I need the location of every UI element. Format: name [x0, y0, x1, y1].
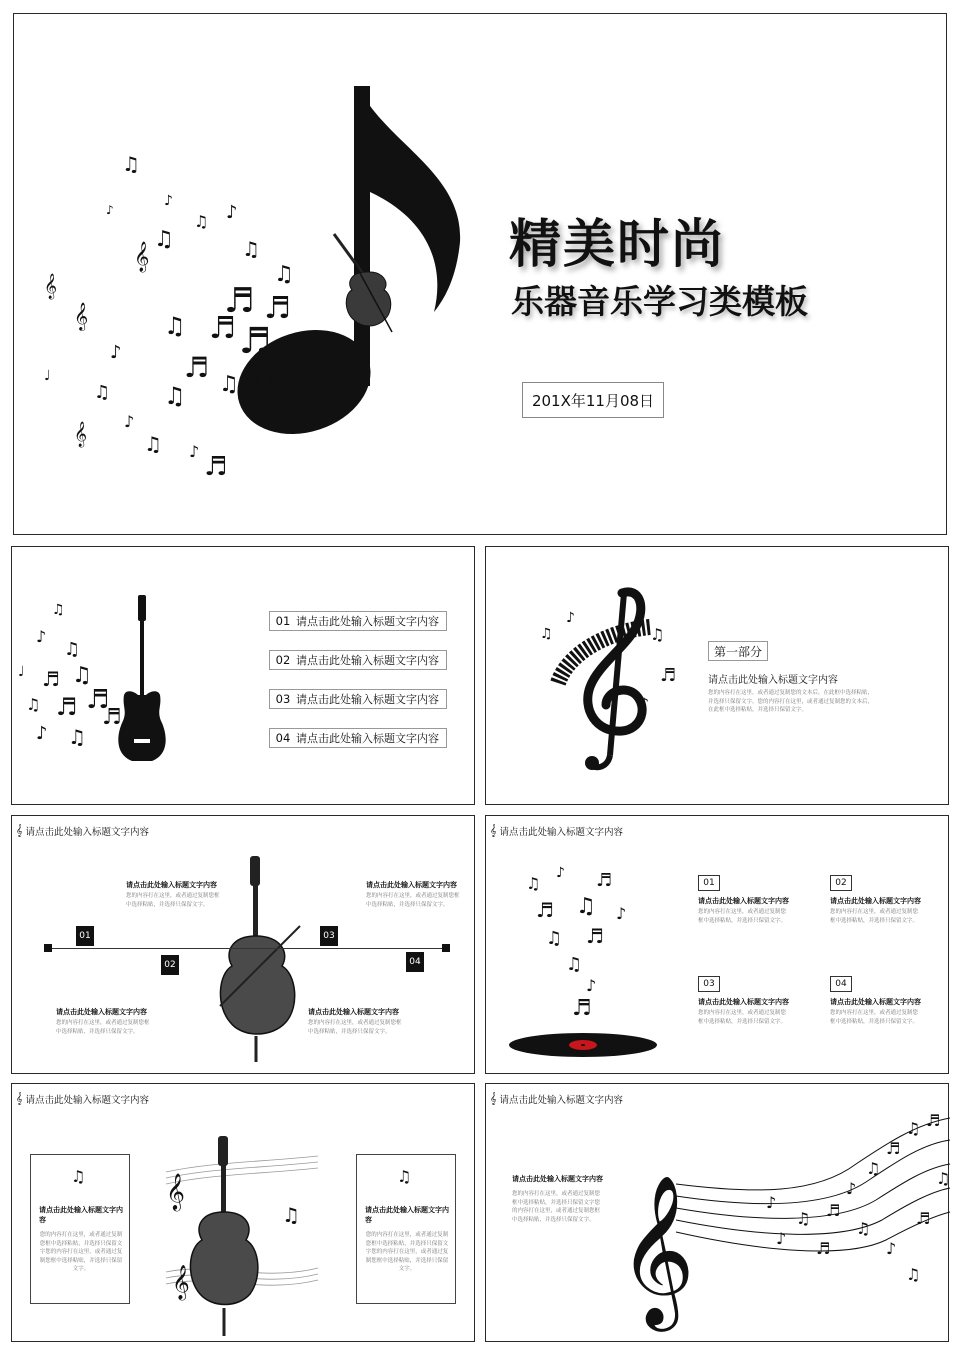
timeline-number-box: 01 — [76, 926, 94, 946]
guitar-icon — [112, 591, 172, 771]
grid-number-box: 02 — [830, 875, 852, 891]
toc-item-label: 请点击此处输入标题文字内容 — [296, 654, 439, 667]
section-heading: 请点击此处输入标题文字内容 — [708, 675, 838, 686]
section-body: 您的内容打在这里，或者通过复制您的文本后，在此框中选择粘贴，并选择只保留文字。您的内容打在这里，或者通过复制您的文本后，在此框中选择粘贴，并选择只保留文字。 — [708, 690, 874, 714]
treble-clef-small-icon: 𝄞 — [16, 824, 23, 837]
grid-item-title: 请点击此处输入标题文字内容 — [698, 897, 789, 905]
treble-clef-small-icon: 𝄞 — [490, 1092, 497, 1105]
grid-item-body: 您的内容打在这里，或者通过复制您框中选择粘贴，并选择只保留文字。 — [698, 909, 787, 924]
record-slide — [485, 815, 949, 1074]
record-notes-icon: ♫ ♪ ♬ ♬ ♫ ♪ ♫ ♬ ♫ ♪ ♬ — [526, 865, 627, 1021]
info-card — [30, 1154, 130, 1304]
staff-title: 请点击此处输入标题文字内容 — [512, 1175, 603, 1183]
svg-text:♫: ♫ — [856, 1219, 871, 1238]
toc-item[interactable] — [269, 611, 447, 631]
staff-slide — [485, 1083, 949, 1342]
slide-header — [16, 824, 149, 838]
grid-item-body: 您的内容打在这里，或者通过复制您框中选择粘贴，并选择只保留文字。 — [830, 1010, 919, 1025]
cover-slide — [13, 13, 947, 535]
timeline-number-box: 02 — [161, 955, 179, 975]
svg-text:𝄞: 𝄞 — [166, 1172, 185, 1210]
slide-header-text: 请点击此处输入标题文字内容 — [25, 827, 150, 838]
section-label: 第一部分 — [708, 641, 768, 661]
grid-item-body: 您的内容打在这里，或者通过复制您框中选择粘贴，并选择只保留文字。 — [698, 1010, 787, 1025]
timeline-slide — [11, 815, 475, 1074]
svg-text:♪: ♪ — [766, 1193, 777, 1212]
svg-text:𝄞: 𝄞 — [618, 1173, 695, 1325]
card-body: 您的内容打在这里，或者通过复制您框中选择粘贴，并选择只保留文字您的内容打在这里，或者通过复制您框中选择粘贴，并选择只保留文字。 — [39, 1232, 123, 1273]
timeline-end-right — [442, 944, 450, 952]
svg-text:♫: ♫ — [936, 1169, 951, 1188]
timeline-item-body: 您的内容打在这里，或者通过复制您框中选择粘贴，并选择只保留文字。 — [308, 1020, 402, 1035]
timeline-item-title: 请点击此处输入标题文字内容 — [56, 1008, 147, 1016]
violin-icon — [332, 232, 402, 342]
svg-text:♪: ♪ — [846, 1179, 857, 1198]
slide-header — [490, 1092, 623, 1106]
toc-item-number: 02 — [275, 653, 291, 667]
grid-number-box: 01 — [698, 875, 720, 891]
svg-text:♬: ♬ — [886, 1139, 901, 1158]
grid-number-box: 04 — [830, 976, 852, 992]
toc-item-label: 请点击此处输入标题文字内容 — [296, 693, 439, 706]
cover-date: 201X年11月08日 — [522, 382, 664, 418]
card-body: 您的内容打在这里，或者通过复制您框中选择粘贴，并选择只保留文字您的内容打在这里，或者通过复制您框中选择粘贴，并选择只保留文字。 — [365, 1232, 449, 1273]
vinyl-record-icon — [508, 1032, 658, 1058]
toc-slide — [11, 546, 475, 805]
slide-header — [490, 824, 623, 838]
treble-clef-small-icon: 𝄞 — [490, 824, 497, 837]
toc-item[interactable] — [269, 728, 447, 748]
timeline-item-title: 请点击此处输入标题文字内容 — [308, 1008, 399, 1016]
svg-text:♫: ♫ — [282, 1203, 300, 1227]
svg-text:♪: ♪ — [776, 1229, 787, 1248]
cover-subtitle: 乐器音乐学习类模板 — [511, 282, 808, 321]
timeline-item-title: 请点击此处输入标题文字内容 — [366, 881, 457, 889]
card-title: 请点击此处输入标题文字内容 — [365, 1206, 449, 1224]
cards-slide — [11, 1083, 475, 1342]
section-scattered-notes-icon: ♫ ♪ ♫ ♬ ♪ — [540, 610, 677, 712]
svg-text:♫: ♫ — [796, 1209, 811, 1228]
slide-header-text: 请点击此处输入标题文字内容 — [499, 1095, 624, 1106]
violin-icon — [210, 856, 310, 1066]
slide-header-text: 请点击此处输入标题文字内容 — [499, 827, 624, 838]
treble-clef-small-icon: 𝄞 — [16, 1092, 23, 1105]
svg-text:♬: ♬ — [926, 1111, 941, 1130]
svg-text:♬: ♬ — [816, 1239, 831, 1258]
music-note-icon: ♫ — [71, 1167, 86, 1186]
info-card — [356, 1154, 456, 1304]
slide-header-text: 请点击此处输入标题文字内容 — [25, 1095, 150, 1106]
toc-item-number: 03 — [275, 692, 291, 706]
timeline-item-body: 您的内容打在这里，或者通过复制您框中选择粘贴，并选择只保留文字。 — [126, 893, 220, 908]
toc-item[interactable] — [269, 689, 447, 709]
toc-item-label: 请点击此处输入标题文字内容 — [296, 732, 439, 745]
grid-number-box: 03 — [698, 976, 720, 992]
svg-text:♬: ♬ — [916, 1209, 931, 1228]
timeline-item-title: 请点击此处输入标题文字内容 — [126, 881, 217, 889]
svg-text:♫: ♫ — [866, 1159, 881, 1178]
svg-text:♪: ♪ — [886, 1239, 897, 1258]
timeline-item-body: 您的内容打在这里，或者通过复制您框中选择粘贴，并选择只保留文字。 — [56, 1020, 150, 1035]
card-title: 请点击此处输入标题文字内容 — [39, 1206, 123, 1224]
toc-item-label: 请点击此处输入标题文字内容 — [296, 615, 439, 628]
timeline-number-box: 03 — [320, 926, 338, 946]
toc-item[interactable] — [269, 650, 447, 670]
svg-text:♫: ♫ — [906, 1265, 921, 1284]
section-slide — [485, 546, 949, 805]
violin-with-staff-icon — [162, 1132, 322, 1342]
timeline-end-left — [44, 944, 52, 952]
grid-item-title: 请点击此处输入标题文字内容 — [698, 998, 789, 1006]
toc-item-number: 01 — [275, 614, 291, 628]
svg-text:♫: ♫ — [906, 1119, 921, 1138]
music-note-icon: ♫ — [397, 1167, 412, 1186]
timeline-line — [46, 948, 444, 949]
svg-text:𝄞: 𝄞 — [172, 1265, 190, 1300]
grid-item-title: 请点击此处输入标题文字内容 — [830, 897, 921, 905]
timeline-number-box: 04 — [406, 952, 424, 972]
staff-body: 您的内容打在这里，或者通过复制您框中选择粘贴，并选择只保留文字您的内容打在这里，或者通过复制您框中选择粘贴，并选择只保留文字。 — [512, 1191, 601, 1223]
timeline-item-body: 您的内容打在这里，或者通过复制您框中选择粘贴，并选择只保留文字。 — [366, 893, 460, 908]
cover-title: 精美时尚 — [509, 215, 726, 275]
toc-item-number: 04 — [275, 731, 291, 745]
toc-scattered-notes-icon: ♫ ♪ ♫ ♩ ♬ ♫ ♫ ♬ ♬ ♪ ♫ ♬ — [18, 602, 122, 749]
staff-wave-icon — [616, 1104, 950, 1343]
svg-text:♬: ♬ — [826, 1201, 841, 1220]
grid-item-body: 您的内容打在这里，或者通过复制您框中选择粘贴，并选择只保留文字。 — [830, 909, 919, 924]
grid-item-title: 请点击此处输入标题文字内容 — [830, 998, 921, 1006]
scattered-notes-icon: ♫ ♪ ♪ 𝄞 𝄞 𝄞 ♫ ♫ ♪ ♫ ♪ ♩ ♫ ♪ 𝄞 ♫ ♪ ♬ ♫ ♬ ♬ ♬ ♬ ♬ ♬ ♫ ♫ ♫ — [44, 152, 294, 482]
slide-header — [16, 1092, 149, 1106]
